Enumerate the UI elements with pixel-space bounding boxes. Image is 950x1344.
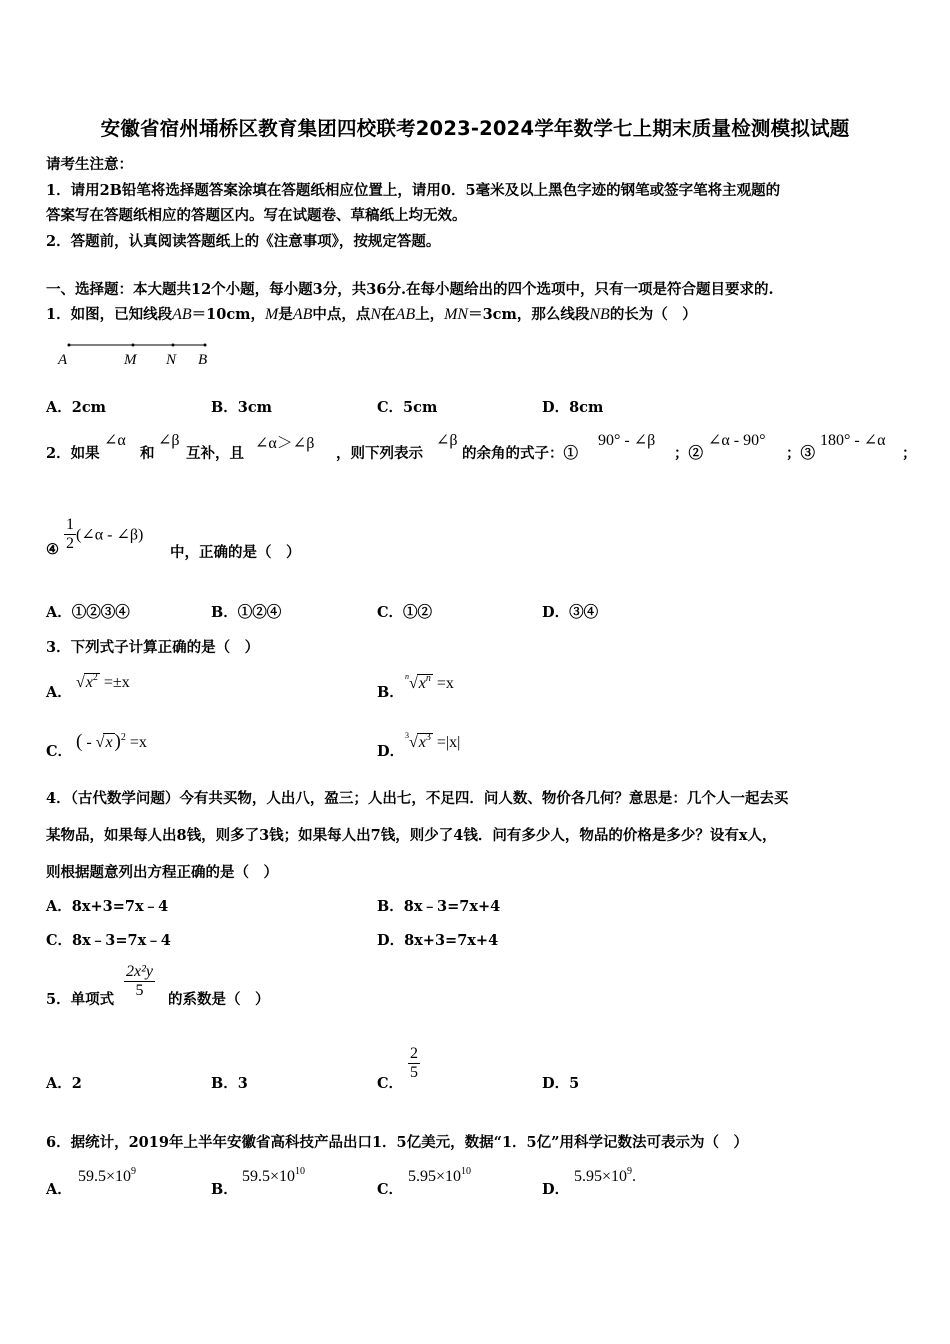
q3-option-d-expr[interactable]: $^3√x^3 =|x|$ <box>405 731 461 751</box>
point-n <box>172 344 175 347</box>
q4-option-c[interactable]: C．8x﹣3=7x﹣4 <box>46 932 171 949</box>
q2-expr1: 90° - ∠β <box>598 432 656 449</box>
q6-option-b-value[interactable]: $59.5\times 10^{10}$ <box>242 1166 306 1185</box>
notice-line1b: 答案写在答题纸相应的答题区内。写在试题卷、草稿纸上均无效。 <box>46 207 467 224</box>
label-m: M <box>124 352 137 368</box>
section-heading: 一、选择题：本大题共12个小题，每小题3分，共36分.在每小题给出的四个选项中，只有一项是符合题目要求的. <box>46 281 774 298</box>
q2-expr4: $\frac{1}{2}$ (∠α - ∠β) <box>66 516 144 552</box>
q6-option-d-label[interactable]: D． <box>542 1181 570 1198</box>
q5-option-c-fraction[interactable]: $\frac{2}{5}$ <box>410 1045 418 1081</box>
q5-option-b[interactable]: B．3 <box>211 1075 248 1092</box>
q2-option-c[interactable]: C．①② <box>377 604 433 621</box>
q2-part10: 中，正确的是（ ） <box>170 544 301 561</box>
q1-option-c[interactable]: C．5cm <box>377 399 438 416</box>
q3-option-a-label[interactable]: A． <box>46 684 72 701</box>
q4-line1: 4．（古代数学问题）今有共买物，人出八，盈三；人出七，不足四．问人数、物价各几何？意思是：几个人一起去买 <box>46 790 789 807</box>
q2-part1: 2．如果 <box>46 445 100 462</box>
q3-option-c-label[interactable]: C． <box>46 743 73 760</box>
q2-angle-b: ∠β <box>158 432 180 449</box>
q3-option-d-label[interactable]: D． <box>377 743 405 760</box>
q3-option-b-label[interactable]: B． <box>377 684 404 701</box>
q2-part9: ④ <box>46 541 59 558</box>
notice-heading: 请考生注意： <box>46 156 133 173</box>
q4-option-b[interactable]: B．8x﹣3=7x+4 <box>377 898 501 915</box>
q5-option-a[interactable]: A．2 <box>46 1075 82 1092</box>
label-b: B <box>198 352 208 368</box>
label-a: A <box>58 352 68 368</box>
q5-part2: 的系数是（ ） <box>168 991 270 1008</box>
q1-option-a[interactable]: A．2cm <box>46 399 107 416</box>
question-3-stem: 3．下列式子计算正确的是（ ） <box>46 639 260 656</box>
q1-option-d[interactable]: D．8cm <box>542 399 604 416</box>
q4-line3: 则根据题意列出方程正确的是（ ） <box>46 864 278 881</box>
q6-option-c-value[interactable]: $5.95\times 10^{10}$ <box>408 1166 472 1185</box>
q2-option-a[interactable]: A．①②③④ <box>46 604 130 621</box>
q2-expr3: 180° - ∠α <box>820 432 886 449</box>
q6-option-a-label[interactable]: A． <box>46 1181 72 1198</box>
q6-option-c-label[interactable]: C． <box>377 1181 404 1198</box>
q2-part7: ；③ <box>786 445 815 462</box>
q2-option-d[interactable]: D．③④ <box>542 604 599 621</box>
q2-condition: ∠α＞∠β <box>255 435 315 452</box>
q3-option-b-expr[interactable]: $^n√x^n =x$ <box>405 672 454 692</box>
q2-angle-b2: ∠β <box>436 432 458 449</box>
q3-option-c-expr[interactable]: ( - √x )$^2$ =x <box>76 731 147 752</box>
q6-option-a-value[interactable]: $59.5\times 10^9$ <box>78 1166 137 1185</box>
q1-option-b[interactable]: B．3cm <box>211 399 273 416</box>
q5-option-d[interactable]: D．5 <box>542 1075 580 1092</box>
q2-expr4-fraction: $\frac{1}{2}$ <box>66 516 74 552</box>
q5-monomial: $\frac{\text{2x²y}}{5}$ <box>126 963 153 999</box>
q5-option-c-label[interactable]: C． <box>377 1075 404 1092</box>
q2-part2: 和 <box>140 445 155 462</box>
label-n: N <box>166 352 177 368</box>
point-a <box>68 344 71 347</box>
q4-line2: 某物品，如果每人出8钱，则多了3钱；如果每人出7钱，则少了4钱．问有多少人，物品的价格是多少？设有x人， <box>46 827 777 844</box>
q2-part5: 的余角的式子：① <box>462 445 578 462</box>
q2-part3: 互补，且 <box>186 445 244 462</box>
q2-expr2: ∠α - 90° <box>708 432 766 449</box>
q2-option-b[interactable]: B．①②④ <box>211 604 282 621</box>
page-title: 安徽省宿州埇桥区教育集团四校联考2023-2024学年数学七上期末质量检测模拟试题 <box>100 117 850 140</box>
q6-option-d-value[interactable]: $5.95\times 10^9$. <box>574 1166 637 1185</box>
q2-part6: ；② <box>674 445 703 462</box>
notice-line2: 2．答题前，认真阅读答题纸上的《注意事项》，按规定答题。 <box>46 233 441 250</box>
q5-part1: 5．单项式 <box>46 991 115 1008</box>
question-6-stem: 6．据统计，2019年上半年安徽省高科技产品出口1．5亿美元，数据“1．5亿”用科学记数法可表示为（ ） <box>46 1134 748 1151</box>
q2-part4: ，则下列表示 <box>336 445 423 462</box>
q2-part8: ； <box>902 445 917 462</box>
point-m <box>132 344 135 347</box>
q4-option-d[interactable]: D．8x+3=7x+4 <box>377 932 499 949</box>
question-1-stem: 1．如图，已知线段AB＝10cm，M是AB中点，点N在AB上，MN＝3cm，那么线段NB的长为（ ） <box>46 306 697 323</box>
notice-line1a: 1．请用2B铅笔将选择题答案涂填在答题纸相应位置上，请用0．5毫米及以上黑色字迹的钢笔或签字笔将主观题的 <box>46 182 781 199</box>
q2-angle-a: ∠α <box>104 432 126 449</box>
point-b <box>204 344 207 347</box>
q4-option-a[interactable]: A．8x+3=7x﹣4 <box>46 898 169 915</box>
q6-option-b-label[interactable]: B． <box>211 1181 238 1198</box>
q3-option-a-expr[interactable]: $√x^2 =\pm x$ <box>76 672 130 691</box>
